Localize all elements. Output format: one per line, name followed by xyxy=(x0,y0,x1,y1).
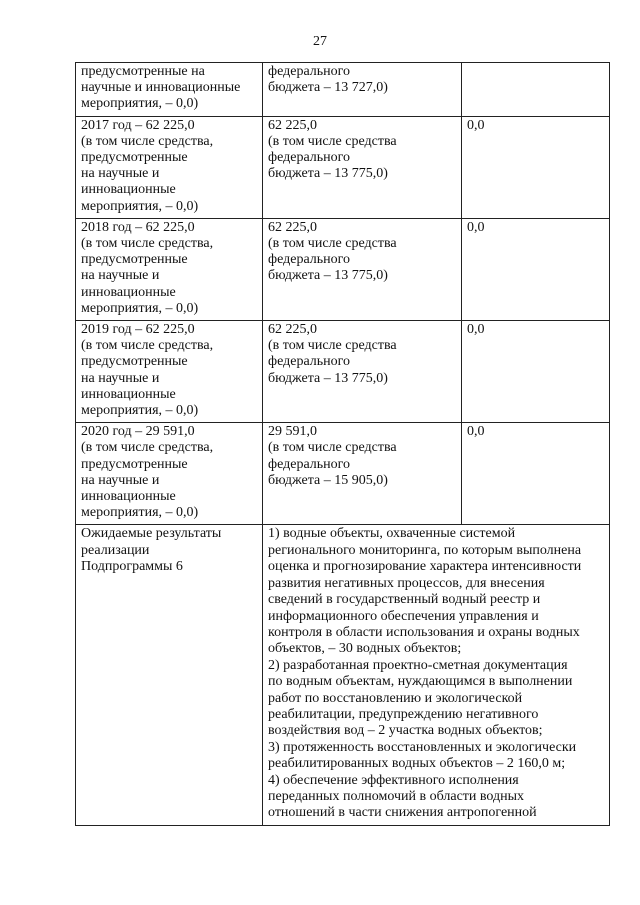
total-cell: 62 225,0 (в том числе средства федерального бюджета – 13 775,0) xyxy=(263,116,462,218)
other-cell: 0,0 xyxy=(462,423,610,525)
period-cell: предусмотренные на научные и инновационные мероприятия, – 0,0) xyxy=(76,63,263,117)
table-row xyxy=(76,63,610,117)
other-cell: 0,0 xyxy=(462,321,610,423)
period-cell: 2019 год – 62 225,0 (в том числе средства, предусмотренные на научные и инновационные мероприятия, – 0,0) xyxy=(76,321,263,423)
table-row xyxy=(76,218,610,320)
funding-table xyxy=(75,62,610,826)
other-cell: 0,0 xyxy=(462,116,610,218)
results-text: 1) водные объекты, охваченные системой регионального мониторинга, по которым выполнена оценка и прогнозирование характера интенсивности развития негативных процессов, для внесения сведений в государственный водный реестр и информационного обеспечения управления и контроля в области использования и охраны водных объектов, – 30 водных объектов; 2) разработанная проектно-сметная документация по водным объектам, нуждающимся в выполнении работ по восстановлению и экологической реабилитации, предупреждению негативного воздействия вод – 2 участка водных объектов; 3) протяженность восстановленных и экологически реабилитированных водных объектов – 2 160,0 м; 4) обеспечение эффективного исполнения переданных полномочий в области водных отношений в части снижения антропогенной xyxy=(263,525,610,825)
results-label: Ожидаемые результаты реализации Подпрограммы 6 xyxy=(76,525,263,825)
total-cell: федерального бюджета – 13 727,0) xyxy=(263,63,462,117)
other-cell: 0,0 xyxy=(462,218,610,320)
results-row xyxy=(76,525,610,825)
period-cell: 2020 год – 29 591,0 (в том числе средства, предусмотренные на научные и инновационные мероприятия, – 0,0) xyxy=(76,423,263,525)
total-cell: 62 225,0 (в том числе средства федерального бюджета – 13 775,0) xyxy=(263,321,462,423)
period-cell: 2018 год – 62 225,0 (в том числе средства, предусмотренные на научные и инновационные мероприятия, – 0,0) xyxy=(76,218,263,320)
total-cell: 62 225,0 (в том числе средства федерального бюджета – 13 775,0) xyxy=(263,218,462,320)
table-row xyxy=(76,423,610,525)
page-number: 27 xyxy=(313,34,327,49)
table-row xyxy=(76,116,610,218)
total-cell: 29 591,0 (в том числе средства федерального бюджета – 15 905,0) xyxy=(263,423,462,525)
table-row xyxy=(76,321,610,423)
other-cell xyxy=(462,63,610,117)
period-cell: 2017 год – 62 225,0 (в том числе средства, предусмотренные на научные и инновационные мероприятия, – 0,0) xyxy=(76,116,263,218)
